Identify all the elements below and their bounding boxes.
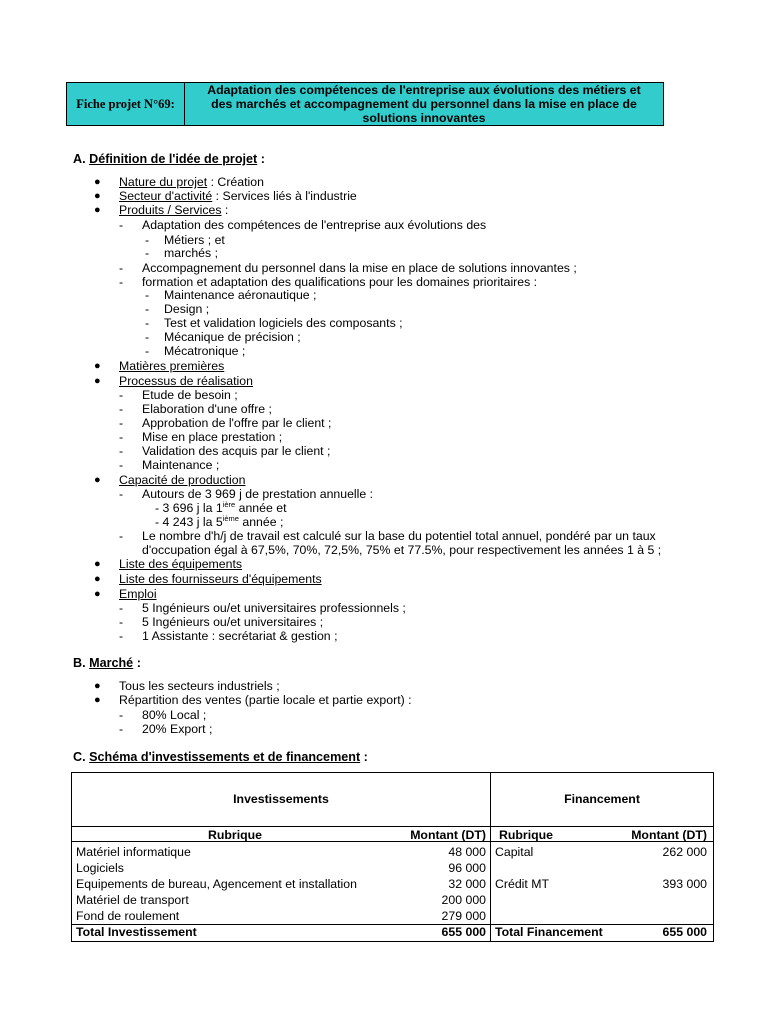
inv-col-rubrique: Rubrique — [208, 828, 262, 842]
total-financement-value: 655 000 — [662, 925, 707, 939]
row-divider — [72, 826, 713, 827]
list-item: Tous les secteurs industriels ; — [119, 679, 280, 693]
section-b-title: Marché — [89, 656, 134, 670]
dash-icon: - — [119, 261, 124, 275]
row-divider — [72, 841, 713, 842]
table-row: Capital — [495, 845, 534, 859]
table-cell-amount: 262 000 — [662, 845, 707, 859]
list-item: Le nombre d'h/j de travail est calculé sur la base du potentiel total annuel, pondéré par un taux — [142, 529, 656, 543]
dash-icon: - — [119, 218, 124, 232]
nature-line: Nature du projet : Création — [119, 175, 264, 189]
list-item: 20% Export ; — [142, 722, 213, 736]
table-cell-amount: 279 000 — [441, 909, 486, 923]
table-cell-amount: 32 000 — [448, 877, 486, 891]
bullet-icon: ● — [94, 190, 101, 202]
total-investissement-label: Total Investissement — [76, 925, 197, 939]
bullet-icon: ● — [94, 474, 101, 486]
list-item: Elaboration d'une offre ; — [142, 402, 272, 416]
dash-icon: - — [119, 629, 124, 643]
table-row: Matériel de transport — [76, 893, 189, 907]
list-item: Etude de besoin ; — [142, 388, 238, 402]
bullet-icon: ● — [94, 694, 101, 706]
bullet-icon: ● — [94, 680, 101, 692]
list-item: Accompagnement du personnel dans la mise en place de solutions innovantes ; — [142, 261, 577, 275]
table-row: Crédit MT — [495, 877, 549, 891]
bullet-icon: ● — [94, 204, 101, 216]
dash-icon: - — [119, 487, 124, 501]
project-header — [66, 82, 664, 126]
bullet-icon: ● — [94, 588, 101, 600]
investissements-header: Investissements — [233, 792, 329, 806]
table-cell-amount: 48 000 — [448, 845, 486, 859]
table-row: Matériel informatique — [76, 845, 191, 859]
list-item: 5 Ingénieurs ou/et universitaires professionnels ; — [142, 601, 406, 615]
dash-icon: - — [145, 233, 150, 247]
dash-icon: - — [119, 430, 124, 444]
dash-icon: - — [119, 416, 124, 430]
list-item: Design ; — [164, 302, 210, 316]
matieres-line: Matières premières — [119, 359, 225, 373]
list-item: Mise en place prestation ; — [142, 430, 283, 444]
bullet-icon: ● — [94, 176, 101, 188]
list-item: Répartition des ventes (partie locale et partie export) : — [119, 693, 412, 707]
list-item: marchés ; — [164, 246, 218, 260]
financement-header: Financement — [564, 792, 640, 806]
list-item: 1 Assistante : secrétariat & gestion ; — [142, 629, 338, 643]
list-item: Maintenance aéronautique ; — [164, 288, 317, 302]
title-line-1: Adaptation des compétences de l'entreprise aux évolutions des métiers et — [207, 83, 641, 97]
section-c-title: Schéma d'investissements et de financement — [89, 750, 361, 764]
list-item: formation et adaptation des qualifications pour les domaines prioritaires : — [142, 275, 538, 289]
dash-icon: - — [119, 615, 124, 629]
bullet-icon: ● — [94, 558, 101, 570]
total-financement-label: Total Financement — [495, 925, 603, 939]
bullet-icon: ● — [94, 360, 101, 372]
list-item: Test et validation logiciels des composants ; — [164, 316, 403, 330]
section-a-heading: A. Définition de l'idée de projet : — [73, 152, 265, 166]
list-item: Validation des acquis par le client ; — [142, 444, 331, 458]
fin-col-rubrique: Rubrique — [499, 828, 553, 842]
table-cell-amount: 96 000 — [448, 861, 486, 875]
table-cell-amount: 200 000 — [441, 893, 486, 907]
table-row: Fond de roulement — [76, 909, 180, 923]
table-row: Equipements de bureau, Agencement et installation — [76, 877, 357, 891]
investment-table — [71, 772, 714, 942]
dash-icon: - — [119, 388, 124, 402]
list-item: Mécatronique ; — [164, 344, 246, 358]
dash-icon: - — [119, 275, 124, 289]
list-item: 5 Ingénieurs ou/et universitaires ; — [142, 615, 324, 629]
list-item: Maintenance ; — [142, 458, 220, 472]
list-item: Métiers ; et — [164, 233, 225, 247]
produits-line: Produits / Services : — [119, 203, 229, 217]
list-item: Autours de 3 969 j de prestation annuelle : — [142, 487, 374, 501]
dash-icon: - — [119, 402, 124, 416]
list-item: Adaptation des compétences de l'entreprise aux évolutions des — [142, 218, 487, 232]
dash-icon: - — [145, 330, 150, 344]
capacite-sub-2: - 4 243 j la 5ième année ; — [155, 514, 284, 529]
table-cell-amount: 393 000 — [662, 877, 707, 891]
list-item: d'occupation égal à 67,5%, 70%, 72,5%, 75% et 77.5%, pour respectivement les années 1 à 5 ; — [142, 543, 662, 557]
title-line-2: des marchés et accompagnement du personnel dans la mise en place de — [211, 97, 637, 111]
fournisseurs-line: Liste des fournisseurs d'équipements — [119, 572, 322, 586]
dash-icon: - — [119, 444, 124, 458]
title-line-3: solutions innovantes — [362, 111, 486, 125]
equipements-line: Liste des équipements — [119, 557, 243, 571]
list-item: 80% Local ; — [142, 708, 207, 722]
dash-icon: - — [145, 302, 150, 316]
secteur-line: Secteur d'activité : Services liés à l'industrie — [119, 189, 357, 203]
list-item: Mécanique de précision ; — [164, 330, 301, 344]
section-a-title: Définition de l'idée de projet — [89, 152, 258, 166]
dash-icon: - — [119, 458, 124, 472]
dash-icon: - — [119, 708, 124, 722]
table-row: Logiciels — [76, 861, 124, 875]
fiche-number: Fiche projet N°69: — [67, 83, 185, 125]
emploi-line: Emploi — [119, 587, 157, 601]
capacite-sub-1: - 3 696 j la $1^{ière}$ année et — [155, 500, 287, 515]
list-item: Approbation de l'offre par le client ; — [142, 416, 332, 430]
dash-icon: - — [145, 344, 150, 358]
capacite-line: Capacité de production — [119, 473, 246, 487]
fin-col-montant: Montant (DT) — [631, 828, 707, 842]
project-title — [185, 83, 663, 125]
dash-icon: - — [119, 529, 124, 543]
bullet-icon: ● — [94, 573, 101, 585]
dash-icon: - — [119, 601, 124, 615]
inv-col-montant: Montant (DT) — [410, 828, 486, 842]
dash-icon: - — [119, 722, 124, 736]
dash-icon: - — [145, 316, 150, 330]
section-b-heading: B. Marché : — [73, 656, 141, 670]
dash-icon: - — [145, 288, 150, 302]
processus-line: Processus de réalisation — [119, 374, 253, 388]
section-c-heading: C. Schéma d'investissements et de financement : — [73, 750, 368, 764]
bullet-icon: ● — [94, 375, 101, 387]
total-investissement-value: 655 000 — [441, 925, 486, 939]
dash-icon: - — [145, 246, 150, 260]
